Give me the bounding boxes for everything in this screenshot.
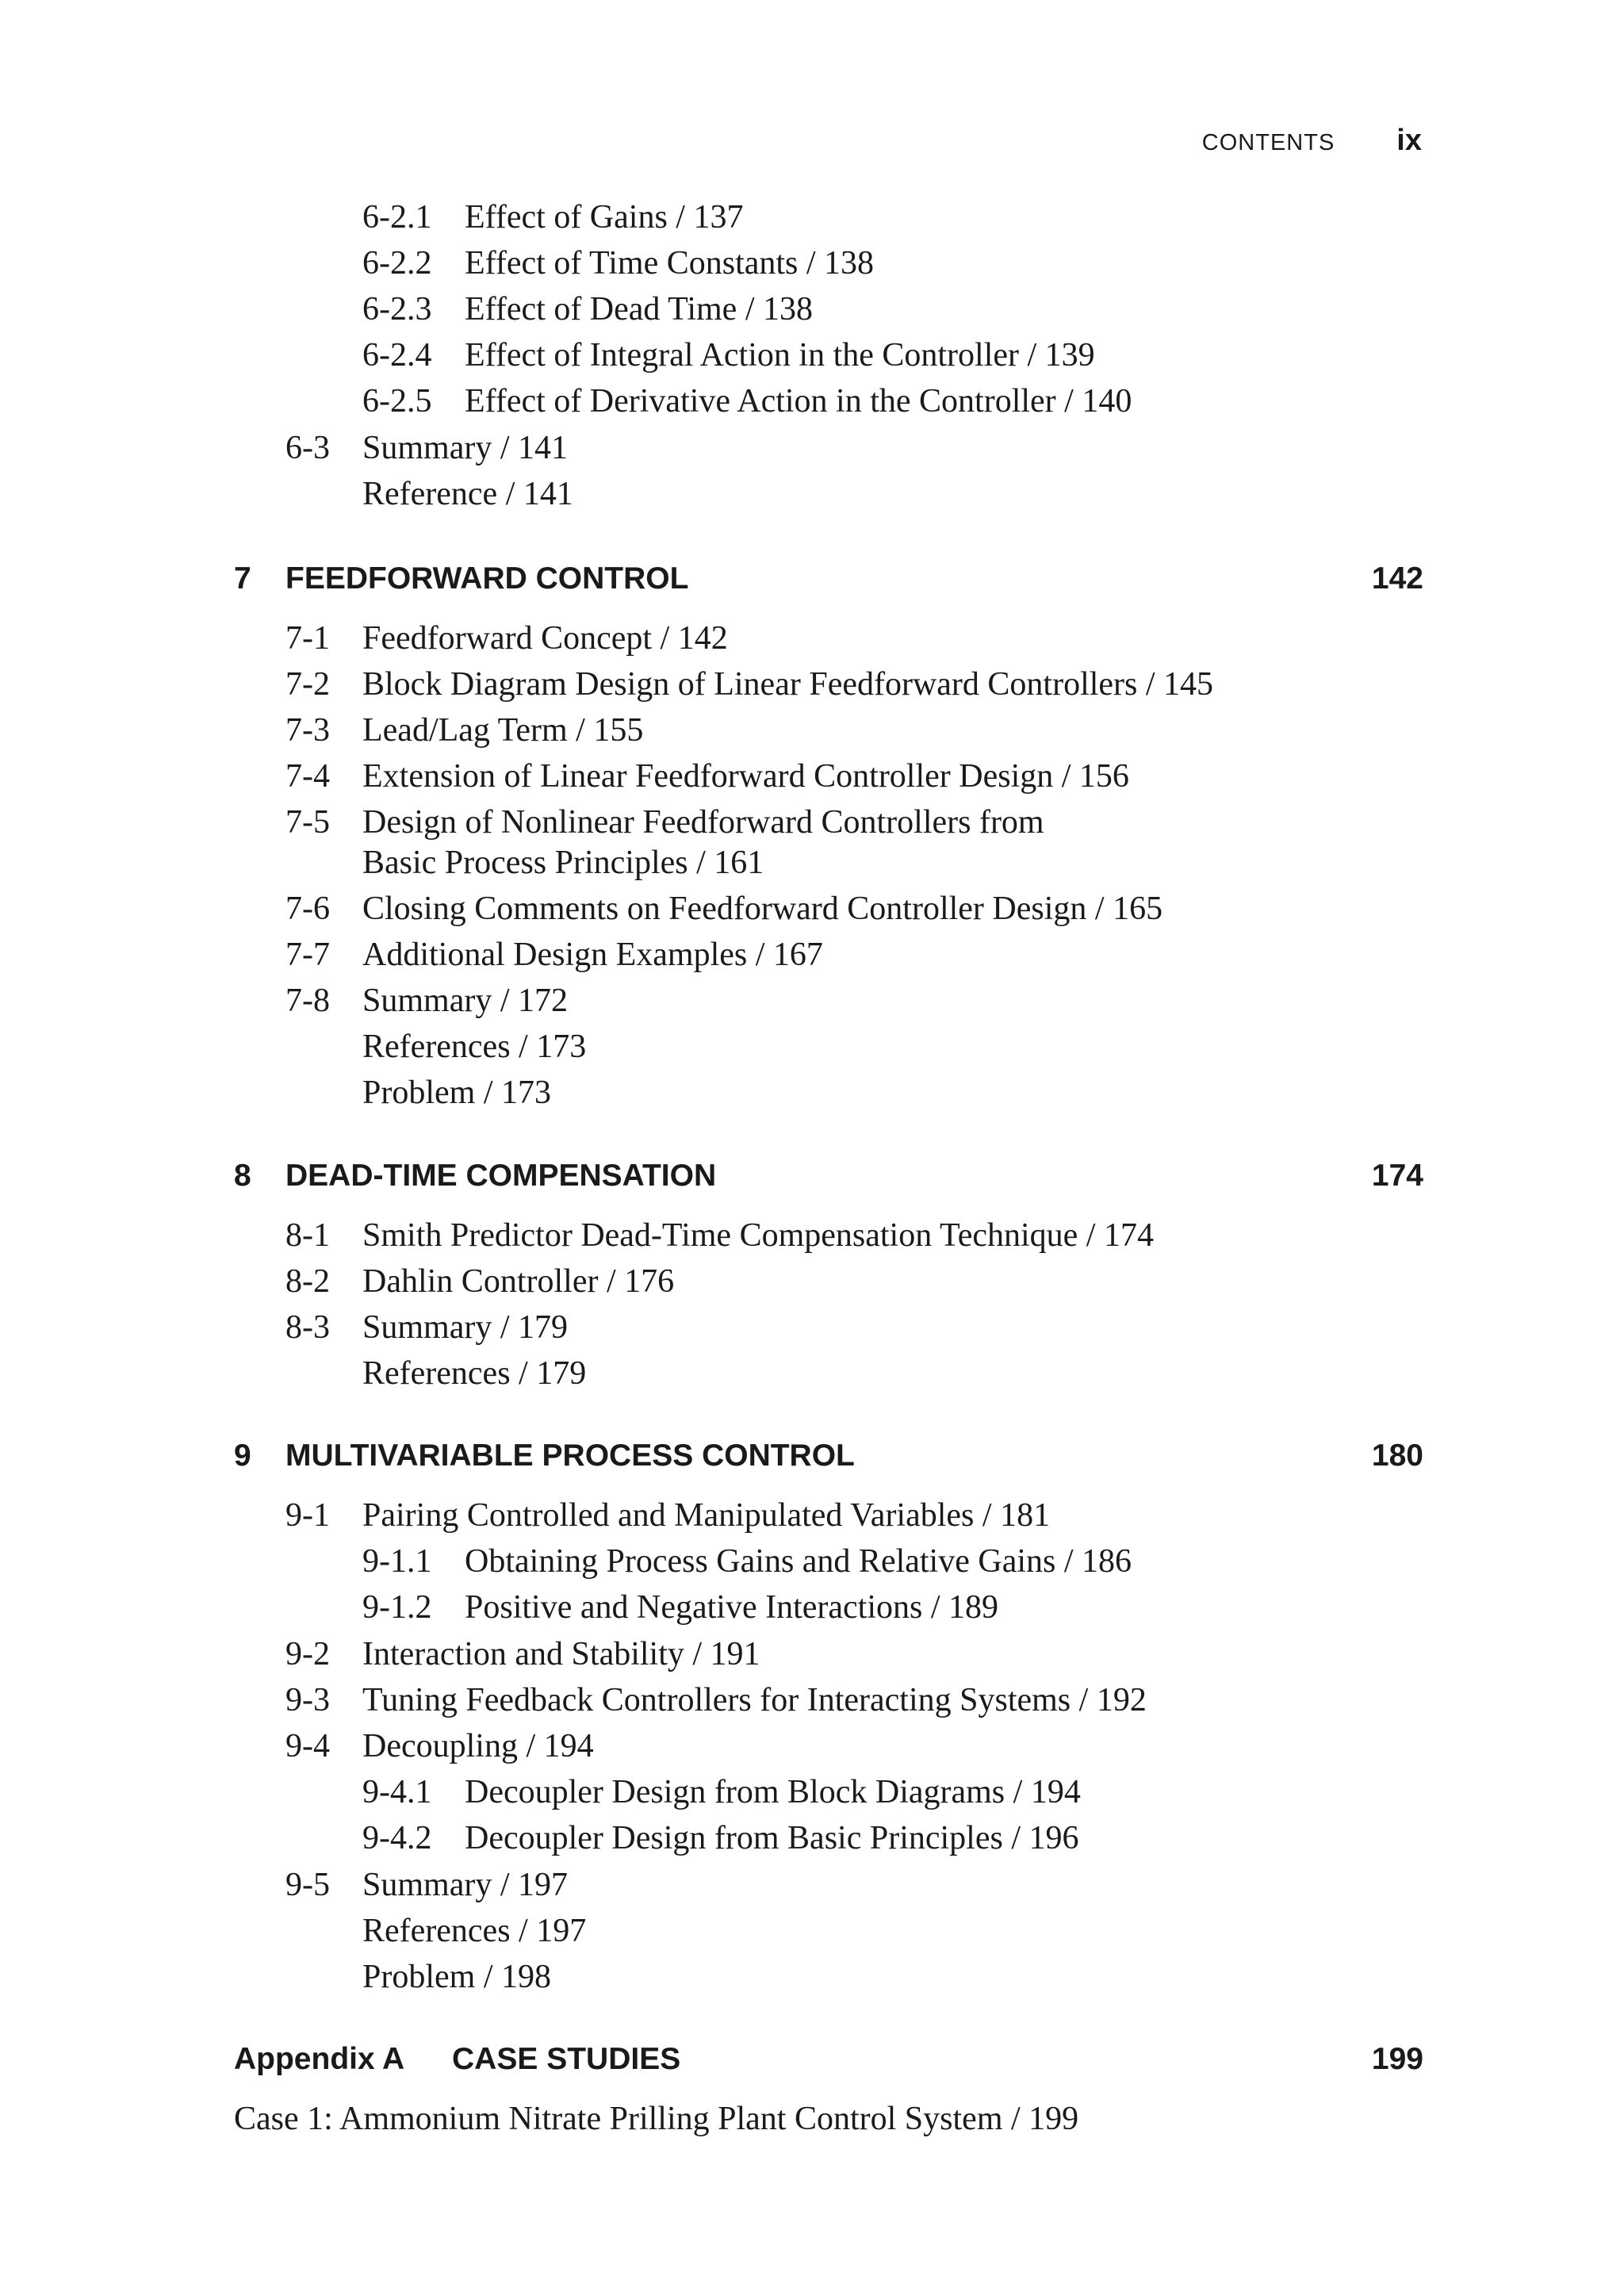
entry-text: References / 179 bbox=[362, 1355, 587, 1392]
entry-text: Problem / 198 bbox=[362, 1959, 551, 1995]
entry-number: 8-1 bbox=[285, 1217, 330, 1254]
chapter-title: FEEDFORWARD CONTROL bbox=[285, 561, 689, 596]
entry-text: Summary / 172 bbox=[362, 983, 568, 1019]
entry-text: Smith Predictor Dead-Time Compensation Technique / 174 bbox=[362, 1217, 1154, 1254]
appendix-page: 199 bbox=[1371, 2042, 1423, 2076]
entry-number: 7-1 bbox=[285, 620, 330, 657]
entry-number: 9-4.1 bbox=[362, 1774, 432, 1810]
entry-number: 7-6 bbox=[285, 891, 330, 927]
entry-text: References / 197 bbox=[362, 1913, 587, 1949]
entry-text: Effect of Gains / 137 bbox=[465, 199, 744, 236]
entry-number: 7-5 bbox=[285, 804, 330, 841]
entry-text: Summary / 141 bbox=[362, 430, 568, 466]
entry-text: Reference / 141 bbox=[362, 476, 573, 512]
entry-number: 9-1.1 bbox=[362, 1543, 432, 1580]
header-label: CONTENTS bbox=[1201, 130, 1335, 155]
entry-text: Pairing Controlled and Manipulated Variables / 181 bbox=[362, 1497, 1051, 1534]
entry-text: Decoupling / 194 bbox=[362, 1728, 594, 1764]
entry-text: Dahlin Controller / 176 bbox=[362, 1263, 675, 1300]
chapter-number: 9 bbox=[234, 1439, 251, 1473]
entry-text: Case 1: Ammonium Nitrate Prilling Plant Control System / 199 bbox=[234, 2101, 1079, 2137]
entry-text: Feedforward Concept / 142 bbox=[362, 620, 728, 657]
entry-text: Decoupler Design from Block Diagrams / 194 bbox=[465, 1774, 1081, 1810]
entry-text: Effect of Dead Time / 138 bbox=[465, 291, 813, 328]
entry-number: 9-1 bbox=[285, 1497, 330, 1534]
entry-number: 9-5 bbox=[285, 1867, 330, 1903]
entry-text: Interaction and Stability / 191 bbox=[362, 1636, 760, 1672]
entry-number: 7-7 bbox=[285, 937, 330, 973]
chapter-page: 142 bbox=[1371, 561, 1423, 596]
entry-text: Extension of Linear Feedforward Controller Design / 156 bbox=[362, 758, 1129, 795]
entry-text: Obtaining Process Gains and Relative Gains / 186 bbox=[465, 1543, 1132, 1580]
entry-number: 8-3 bbox=[285, 1309, 330, 1346]
entry-text: Additional Design Examples / 167 bbox=[362, 937, 823, 973]
entry-text: Positive and Negative Interactions / 189 bbox=[465, 1589, 999, 1626]
entry-text: Summary / 197 bbox=[362, 1867, 568, 1903]
entry-number: 6-2.2 bbox=[362, 245, 432, 282]
chapter-page: 174 bbox=[1371, 1159, 1423, 1193]
entry-text: Decoupler Design from Basic Principles / 196 bbox=[465, 1820, 1079, 1856]
entry-number: 8-2 bbox=[285, 1263, 330, 1300]
page-number: ix bbox=[1396, 124, 1422, 157]
entry-number: 7-3 bbox=[285, 712, 330, 749]
entry-number: 6-3 bbox=[285, 430, 330, 466]
entry-text: Effect of Integral Action in the Controller / 139 bbox=[465, 337, 1095, 374]
chapter-title: DEAD-TIME COMPENSATION bbox=[285, 1159, 717, 1193]
chapter-number: 7 bbox=[234, 561, 251, 596]
entry-text: Effect of Time Constants / 138 bbox=[465, 245, 875, 282]
entry-text: Tuning Feedback Controllers for Interacting Systems / 192 bbox=[362, 1682, 1147, 1718]
entry-number: 7-8 bbox=[285, 983, 330, 1019]
entry-number: 6-2.5 bbox=[362, 383, 432, 420]
entry-text: Closing Comments on Feedforward Controller Design / 165 bbox=[362, 891, 1163, 927]
chapter-heading bbox=[234, 1156, 1423, 1196]
running-header bbox=[1202, 124, 1422, 158]
entry-number: 7-2 bbox=[285, 666, 330, 703]
chapter-page: 180 bbox=[1371, 1439, 1423, 1473]
entry-number: 9-2 bbox=[285, 1636, 330, 1672]
entry-text: Problem / 173 bbox=[362, 1075, 551, 1111]
chapter-number: 8 bbox=[234, 1159, 251, 1193]
entry-number: 6-2.4 bbox=[362, 337, 432, 374]
entry-text: Design of Nonlinear Feedforward Controllers from bbox=[362, 804, 1044, 841]
entry-text: Lead/Lag Term / 155 bbox=[362, 712, 644, 749]
chapter-title: MULTIVARIABLE PROCESS CONTROL bbox=[285, 1439, 855, 1473]
appendix-title: CASE STUDIES bbox=[452, 2042, 681, 2076]
entry-number: 9-4 bbox=[285, 1728, 330, 1764]
chapter-heading bbox=[234, 559, 1423, 599]
entry-number: 9-3 bbox=[285, 1682, 330, 1718]
appendix-label: Appendix A bbox=[234, 2042, 405, 2076]
entry-number: 9-1.2 bbox=[362, 1589, 432, 1626]
entry-text: References / 173 bbox=[362, 1029, 587, 1065]
entry-text: Block Diagram Design of Linear Feedforward Controllers / 145 bbox=[362, 666, 1214, 703]
entry-number: 6-2.3 bbox=[362, 291, 432, 328]
entry-number: 6-2.1 bbox=[362, 199, 432, 236]
entry-number: 7-4 bbox=[285, 758, 330, 795]
appendix-heading bbox=[234, 2040, 1423, 2079]
entry-text: Summary / 179 bbox=[362, 1309, 568, 1346]
entry-number: 9-4.2 bbox=[362, 1820, 432, 1856]
entry-text: Basic Process Principles / 161 bbox=[362, 845, 764, 881]
chapter-heading bbox=[234, 1436, 1423, 1476]
entry-text: Effect of Derivative Action in the Controller / 140 bbox=[465, 383, 1132, 420]
